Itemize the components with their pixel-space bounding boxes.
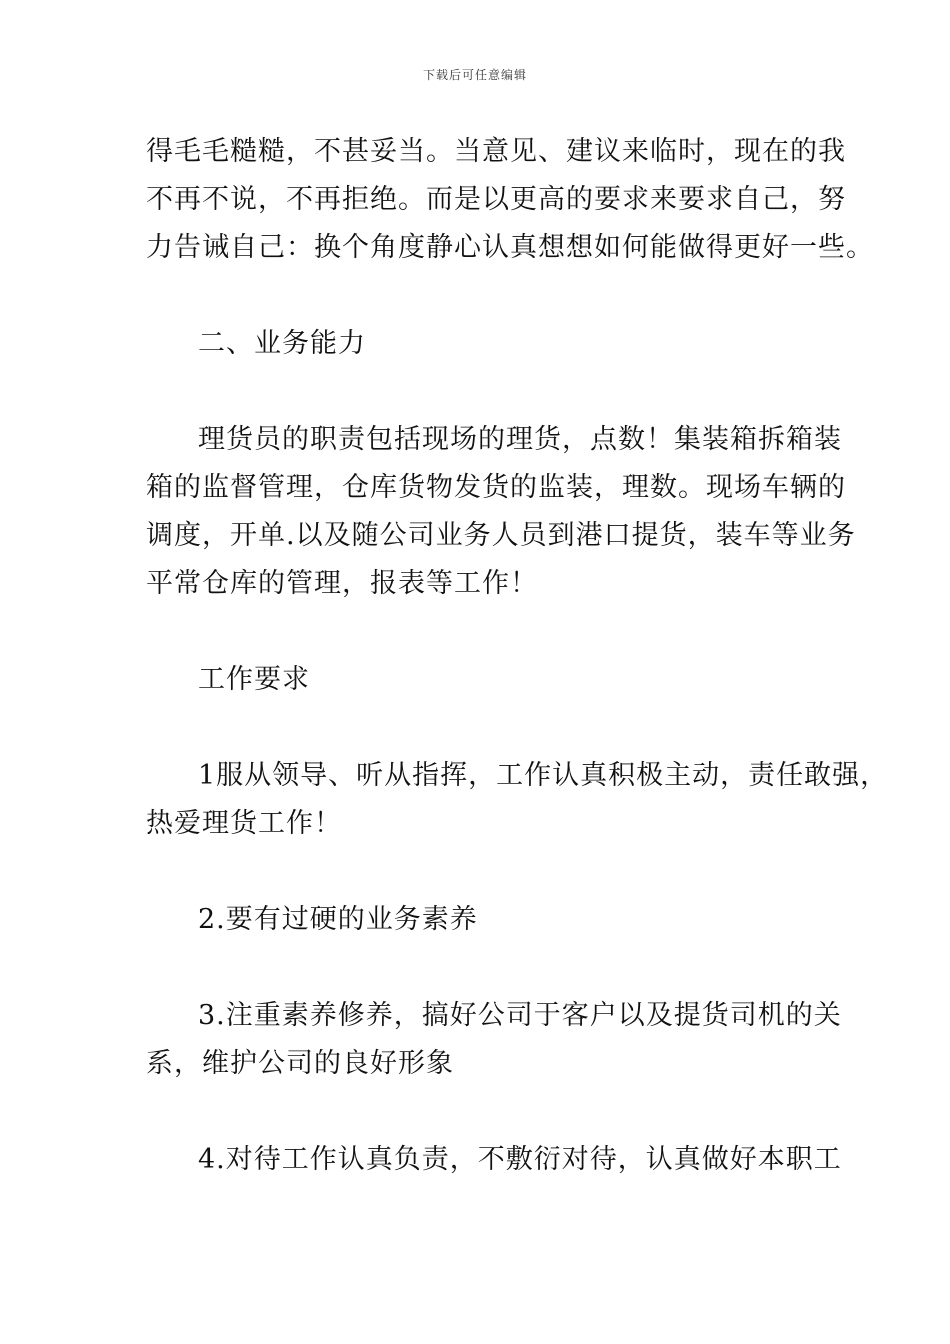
paragraph-line: 理货员的职责包括现场的理货，点数！集装箱拆箱装 (198, 424, 842, 455)
paragraph-line: 调度，开单.以及随公司业务人员到港口提货，装车等业务 (146, 520, 856, 551)
paragraph-line: 力告诫自己：换个角度静心认真想想如何能做得更好一些。 (146, 232, 874, 263)
paragraph-line: 平常仓库的管理，报表等工作！ (146, 568, 538, 599)
list-item-continuation: 热爱理货工作！ (146, 808, 342, 839)
section-heading: 工作要求 (198, 664, 310, 695)
list-item: 4.对待工作认真负责，不敷衍对待，认真做好本职工 (198, 1144, 842, 1175)
paragraph-line: 得毛毛糙糙，不甚妥当。当意见、建议来临时，现在的我 (146, 136, 846, 167)
page-header-note: 下载后可任意编辑 (422, 68, 527, 82)
paragraph-line: 箱的监督管理，仓库货物发货的监装，理数。现场车辆的 (146, 472, 846, 503)
list-item: 3.注重素养修养，搞好公司于客户以及提货司机的关 (198, 1000, 842, 1031)
document-body (146, 128, 889, 1184)
list-item-continuation: 系，维护公司的良好形象 (146, 1048, 454, 1079)
paragraph-line: 不再不说，不再拒绝。而是以更高的要求来要求自己，努 (146, 184, 846, 215)
section-heading: 二、业务能力 (198, 328, 366, 359)
list-item: 2.要有过硬的业务素养 (198, 904, 478, 935)
list-item: 1服从领导、听从指挥，工作认真积极主动，责任敢强， (198, 760, 889, 791)
